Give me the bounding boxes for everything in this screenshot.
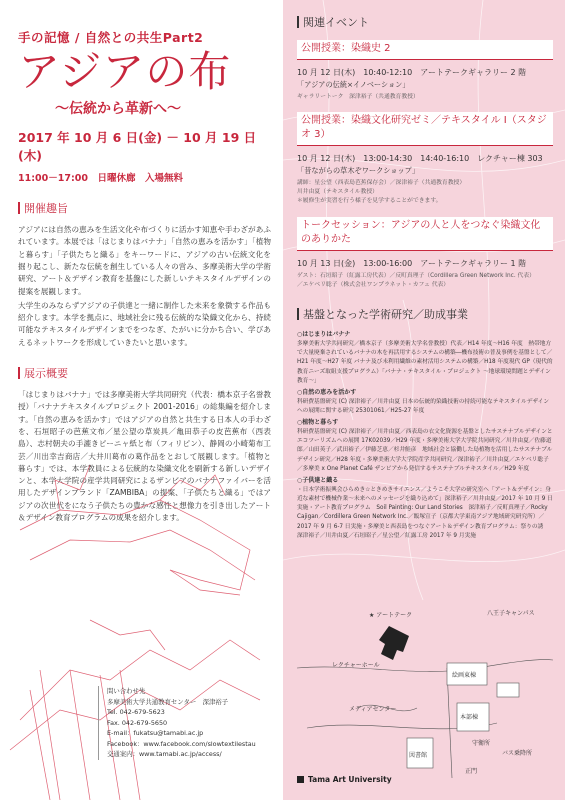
map-label-arttek: ★ アートテーク [369, 612, 413, 619]
contact-info [98, 686, 268, 760]
logo-mark-icon [297, 776, 304, 783]
research-section-text: 科研費基盤研究 (C) 深津裕子／川井由夏／西表島の衣文化資源を基盤としたサステナブルデザインとエコツーリズムへの展開 17K02039／H29 年度・多摩美術大学大学院共同研究／川井由夏／佐藤道郎／山田英子／武田裕子／伊藤芝恵／杉井鮭彦 地域社会と協働した島植物を活用したサステナブルデザイン研究／H28 年度・多摩美術大学大学院産学共同研究／深津裕子／川井由夏／エケベリ聡子／多摩美 x One Planet Café ザンビアから発信するサステナブルテキスタイル／H29 年度 [297, 428, 553, 472]
map-label-bus: バス乗降所 [502, 750, 533, 757]
map-label-honbu: 本部棟 [460, 714, 479, 721]
purpose-heading [18, 200, 271, 216]
event-title: アジアの布 [18, 47, 232, 96]
events-heading-text: 関連イベント [303, 16, 369, 29]
event-3-title: トークセッション：アジアの人と人をつなぐ染織文化のありかた [297, 217, 553, 251]
heading-bar [297, 308, 299, 320]
overview-heading-text: 展示概要 [24, 367, 68, 381]
contact-access[interactable]: 交通案内：www.tamabi.ac.jp/access/ [107, 750, 222, 759]
purpose-paragraph-1: アジアには自然の恵みを生活文化や布づくりに活かす知恵や手わざがあふれています。本展では「はじまりはバナナ」「自然の恵みを活かす」「植物と暮らす」「子供たちと織る」をキーワードに、アジアの古い伝統文化を掘り起こし、新たな伝統を創生している人々の営み、多摩美術大学の学術研究、アート＆デザイン教育を基盤にした新しいテキスタイルデザインの提案を展観します。 [18, 225, 271, 296]
event-3-note [297, 272, 553, 291]
event-1-note: ギャラリートーク 深津裕子（共通教育教授） [297, 93, 419, 100]
map-label-lecture: レクチャーホール [332, 662, 380, 669]
university-logo [297, 775, 392, 784]
events-heading [297, 14, 553, 30]
event-2-title: 公開授業：染織文化研究ゼミ／テキスタイル I（スタジオ 3） [297, 112, 553, 146]
research-section-heading: ○はじまりはバナナ [297, 331, 351, 339]
campus-map [297, 608, 553, 778]
research-heading [297, 306, 553, 322]
map-label-media: メディアセンター [349, 706, 397, 713]
purpose-heading-text: 開催趣旨 [24, 202, 68, 216]
overview-paragraph: 「はじまりはバナナ」では多摩美術大学共同研究（代表：橋本京子名誉教授）「バナナテキスタイルプロジェクト 2001-2016」の総集編を紹介します。「自然の恵みを活かす」ではアジアの自然と共生する日本人の手わざを、石垣昭子の芭蕉文布／星公望の草炭具／亀田恭子の皮芭蕉布（西表島）、志村朝夫の手漉きピーニャ紙と布（フィリピン）、静岡の小崎菊布工芸／川出幸吉商店／大井川葛布の葛作品をとおして展観します。「植物と暮らす」では、本学教員による伝統的な染織文化を刷新する新しいデザインと、本学大学院の産学共同研究によるザンビアのバナナファイバーを活用したデザインブランド「ZAMBIBA」の提案、「子供たちと織る」ではアジアの次世代をになう子供たちの豊かな感性と想像力を引き出したアート＆デザイン教育プログラムの成果を紹介します。 [18, 390, 271, 523]
event-1-subtitle: 「アジアの伝統×イノベーション」 [297, 79, 410, 89]
event-3-note-line: ゲスト：石垣昭子（紅露工房代表）／反町真理子（Cordillera Green Network Inc. 代表） [297, 272, 535, 279]
map-label-gate: 正門 [465, 768, 478, 775]
map-label-guard: 守衛所 [472, 740, 491, 747]
event-tagline: ～伝統から革新へ～ [55, 101, 181, 118]
heading-bar [297, 16, 299, 28]
event-1-title: 公開授業：染織史 2 [297, 40, 553, 60]
event-2-note-line: 講師：星公望（西表島芭蕉保存会）／深津裕子（共通教育教授） [297, 179, 466, 186]
map-label-hachioji: 八王子キャンパス [487, 610, 535, 617]
contact-email[interactable]: E-mail：fukatsu@tamabi.ac.jp [107, 729, 204, 738]
contact-person: 多摩美術大学共通教育センター 深津裕子 [107, 697, 229, 706]
event-2-time: 10 月 12 日(木) 13:00-14:30 14:40-16:10 レクチャー棟 303 [297, 153, 543, 163]
right-column [283, 0, 565, 800]
research-heading-text: 基盤となった学術研究／助成事業 [303, 308, 468, 322]
research-section-text: 科研費基盤研究 (C) 深津裕子／川井由夏 日本の伝統的染織技術の持続可能なテキスタイルデザインへの展開に関する研究 25301061／H25-27 年度 [297, 398, 550, 414]
map-label-kaiga: 絵画東棟 [452, 672, 477, 679]
event-2-note-line: ＊履修生が実習を行う様子を見学することができます。 [297, 198, 442, 205]
event-dates: 2017 年 10 月 6 日(金) － 10 月 19 日(木) [18, 130, 257, 164]
contact-facebook[interactable]: Facebook：www.facebook.com/slowtextilestau [107, 739, 256, 748]
overview-body [18, 389, 271, 524]
research-section-text: ・日本学術振興会ひらめき☆ときめきサイエンス／ようこそ大学の研究室へ「アート＆デザイン：身近な素材で機械作業～未来へのメッセージを織り込めて」深津裕子／川井由夏／2017 年 10 月 9 日実施・アート教育プログラム Soil Painting: Our Land Stories 深津裕子／反町真理子／Rocky Cajigan／Cordillera Green Network Inc.／飯塚宣子（京都大学東南アジア地域研究研究所）／2017 年 9 月 6-7 日実施・多摩美と西表島をつなぐアート＆デザイン教育プログラム：祭りの誘 深津裕子／川井由夏／石垣昭子／星公望／紅露工房 2017 年 9 月実施 [297, 486, 553, 539]
event-subtitle: 手の記憶 / 自然との共生Part2 [18, 30, 204, 45]
event-1-time: 10 月 12 日(木) 10:40-12:10 アートテークギャラリー 2 階 [297, 67, 527, 77]
event-2-note [297, 179, 553, 207]
research-section-heading: ○自然の恵みを活かす [297, 388, 357, 396]
event-3-time: 10 月 13 日(金) 13:00-16:00 アートテークギャラリー 1 階 [297, 258, 527, 268]
heading-bar [18, 367, 20, 379]
event-2-subtitle: 「昔ながらの草木ぞワークショップ」 [297, 165, 420, 175]
logo-text: Tama Art University [308, 775, 392, 784]
event-3-note-line: ／エケベリ聡子（株式会社ワンプラネット・カフェ 代表） [297, 281, 450, 288]
map-label-library: 図書館 [409, 752, 428, 759]
purpose-paragraph-2: 大学生のみならずアジアの子供達と一緒に制作した未来を象徴する作品も紹介します。本学を拠点に、地域社会に残る伝統的な染織文化から、持続可能なテキスタイルデザインまでをつなぎ、たがいに分かち合い、学びあえるネットワークを形成していきたいと思います。 [18, 300, 271, 347]
contact-fax: Fax. 042-679-5650 [107, 718, 168, 727]
contact-heading: 問い合わせ先 [107, 687, 146, 695]
research-list [297, 330, 553, 541]
overview-heading [18, 365, 271, 381]
purpose-body [18, 224, 271, 349]
event-2-note-line: 川井由夏（テキスタイル教授） [297, 189, 378, 196]
research-section-heading: ○植物と暮らす [297, 419, 339, 427]
research-section-text: 多摩美術大学共同研究／橋本京子（多摩美術大学名誉教授）代表／H14 年度～H16 年度 熱帯地方で大量廃棄されているバナナの木を再活用するシステムの構築―機布技術の普及事例を基盤として／H21 年度～H27 年度 バナナ及び未利用繊維の素材活用システムの構築／H18 年度現代 GP（現代的教育ニーズ取組支援プログラム）「バナナ・テキスタイル・プロジェクト ～地球環境問題とデザイン教育～」 [297, 340, 553, 384]
event-hours: 11:00－17:00 日曜休廊 入場無料 [18, 173, 183, 185]
research-section-heading: ○子供達と織る [297, 477, 339, 485]
heading-bar [18, 202, 20, 214]
contact-tel: Tel. 042-679-5623 [107, 708, 165, 717]
